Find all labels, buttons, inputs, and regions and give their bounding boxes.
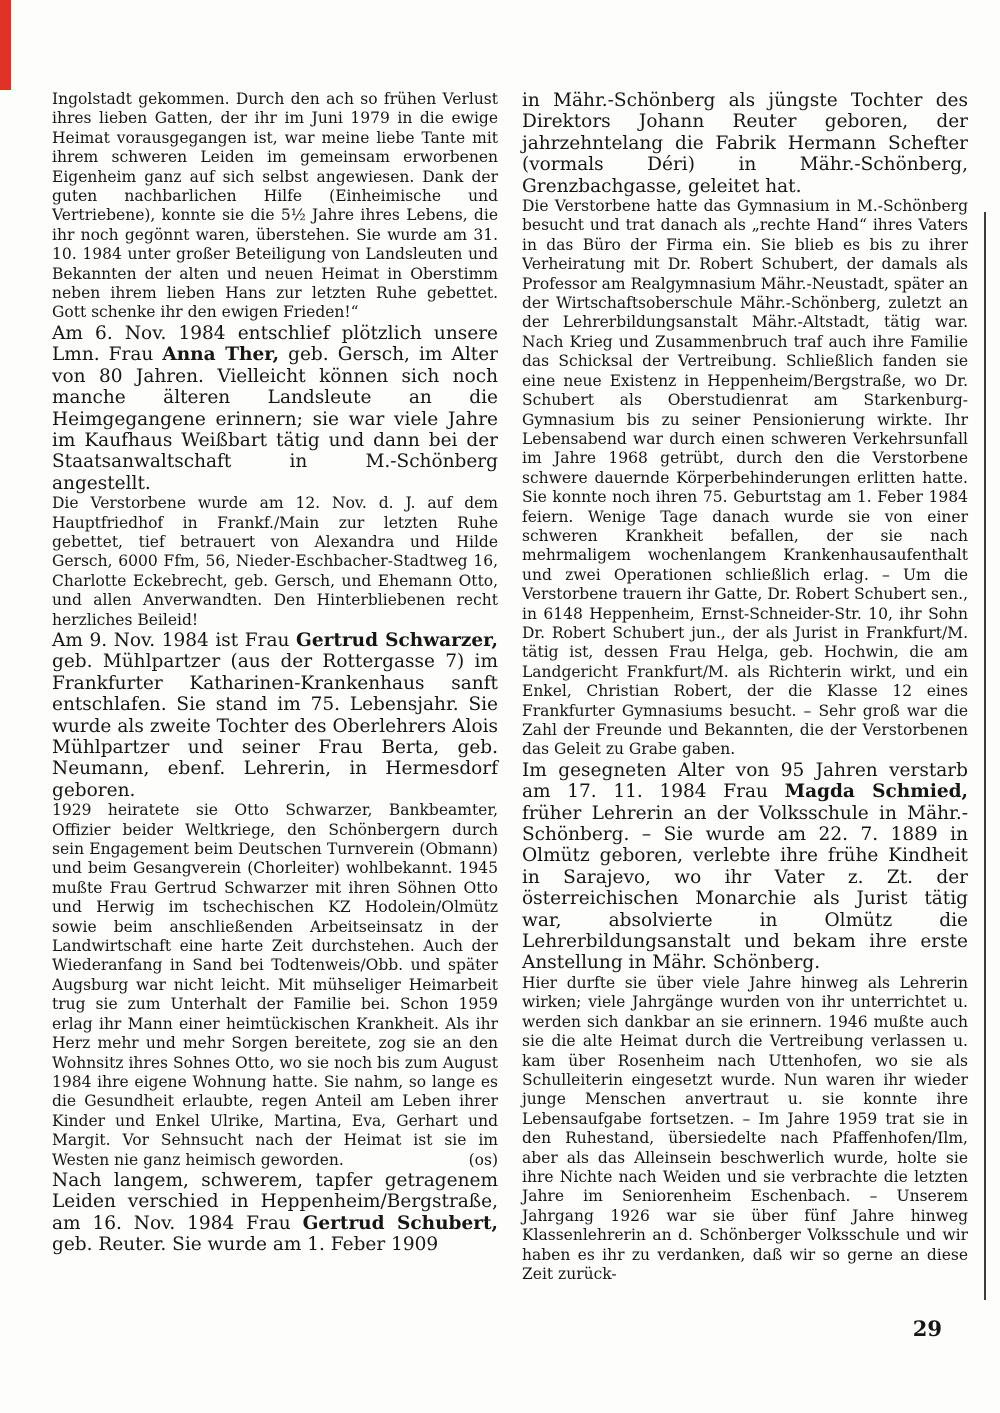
biography-gertrud-schwarzer (52, 801, 498, 1170)
obituary-anna-ther (52, 323, 498, 494)
obituary-gertrud-schubert-intro (52, 1170, 498, 1256)
deceased-name: Magda Schmied, (784, 781, 968, 803)
continuation-paragraph (52, 90, 498, 323)
biography-magda-schmied (522, 974, 968, 1285)
body-text: Die Verstorbene hatte das Gymnasium in M.-Schönberg besucht und trat danach als „rechte Hand“ ihres Vaters in das Büro der Firma ein. Sie blieb es bis zu ihrer Verheiratung mit Dr. Robert Schubert, der damals als Professor am Realgymnasium Mähr.-Neustadt, später an der Wirtschaftsoberschule Mähr.-Schönberg, zuletzt an der Lehrerbildungsanstalt Mähr.-Altstadt, tätig war. Nach Krieg und Zusammenbruch traf auch ihre Familie das Schicksal der Vertreibung. Schließlich fanden sie eine neue Existenz in Heppenheim/Bergstraße, wo Dr. Schubert als Oberstudienrat am Starkenburg-Gymnasium bis zu seiner Pensionierung wirkte. Ihr Lebensabend war durch einen schweren Verkehrsunfall im Jahre 1968 getrübt, durch den die Verstorbene schwere dauernde Körperbehinderungen erlitten hatte. Sie konnte noch ihren 75. Geburtstag am 1. Feber 1984 feiern. Wenige Tage danach wurde sie von einer schweren Krankheit befallen, der sie nach mehrmaligem wochenlangem Krankenhausaufenthalt und zwei Operationen schließlich erlag. – Um die Verstorbene trauern ihr Gatte, Dr. Robert Schubert sen., in 6148 Heppenheim, Ernst-Schneider-Str. 10, ihr Sohn Dr. Robert Schubert jun., der als Jurist in Frankfurt/M. tätig ist, dessen Frau Helga, geb. Hochwin, die am Landgericht Frankfurt/M. als Richterin wirkt, und ein Enkel, Christian Robert, der die Klasse 12 eines Frankfurter Gymnasiums besucht. – Sehr groß war die Zahl der Freunde und Bekannten, die der Verstorbenen das Geleit zu Grabe gaben. (522, 197, 968, 759)
body-text: Ingolstadt gekommen. Durch den ach so frühen Verlust ihres lieben Gatten, der ihr im Juni 1979 in die ewige Heimat vorausgegangen ist, war meine liebe Tante mit ihrem schweren Leiden im gemeinsam erworbenen Eigenheim ganz auf sich selbst angewiesen. Dank der guten nachbarlichen Hilfe (Einheimische und Vertriebene), konnte sie die 5½ Jahre ihres Lebens, die ihr noch gegönnt waren, überstehen. Sie wurde am 31. 10. 1984 unter großer Beteiligung von Landsleuten und Bekannten der alten und neuen Heimat in Oberstimm neben ihrem lieben Hans zur letzten Ruhe gebettet. Gott schenke ihr den ewigen Frieden!“ (52, 90, 498, 322)
page-number: 29 (912, 1316, 942, 1341)
body-text: geb. Gersch, im Alter von 80 Jahren. Vielleicht können sich noch manche älteren Landsleute an die Heimgegangene erinnern; sie war viele Jahre im Kaufhaus Weißbart tätig und dann bei der Staatsanwaltschaft in M.-Schönberg angestellt. (52, 344, 499, 494)
body-text: Im gesegneten Alter von 95 Jahren verstarb am 17. 11. 1984 Frau (522, 759, 968, 803)
scan-line-artifact (984, 212, 986, 1300)
body-text: Nach langem, schwerem, tapfer getragenem Leiden verschied in Heppenheim/Bergstraße, am 16. Nov. 1984 Frau (52, 1169, 498, 1234)
body-text: geb. Reuter. Sie wurde am 1. Feber 1909 (52, 1234, 439, 1256)
right-column (522, 90, 968, 1284)
body-text: Die Verstorbene wurde am 12. Nov. d. J. auf dem Hauptfriedhof in Frankf./Main zur letzten Ruhe gebettet, tief betrauert von Alexandra und Hilde Gersch, 6000 Ffm, 56, Nieder-Eschbacher-Stadtweg 16, Charlotte Eckebrecht, geb. Gersch, und Ehemann Otto, und allen Anverwandten. Den Hinterbliebenen recht herzliches Beileid! (52, 494, 498, 629)
left-column (52, 90, 498, 1284)
deceased-name: Gertrud Schubert, (302, 1212, 498, 1234)
body-text: geb. Mühlpartzer (aus der Rottergasse 7) im Frankfurter Katharinen-Krankenhaus sanft entschlafen. Sie stand im 75. Lebensjahr. Sie wurde als zweite Tochter des Oberlehrers Alois Mühlpartzer und seiner Frau Berta, geb. Neumann, ebenf. Lehrerin, in Hermesdorf geboren. (52, 651, 498, 801)
two-column-text-body (52, 90, 968, 1284)
biography-gertrud-schubert (522, 197, 968, 760)
deceased-name: Gertrud Schwarzer, (296, 629, 498, 651)
author-initials: (os) (468, 1150, 498, 1169)
body-text: in Mähr.-Schönberg als jüngste Tochter des Direktors Johann Reuter geboren, der jahrzehntelang die Fabrik Hermann Schefter (vormals Déri) in Mähr.-Schönberg, Grenzbachgasse, geleitet hat. (522, 90, 968, 197)
deceased-name: Anna Ther, (162, 344, 280, 366)
obituary-magda-schmied (522, 760, 968, 974)
body-text: 1929 heiratete sie Otto Schwarzer, Bankbeamter, Offizier beider Weltkriege, den Schönbergern durch sein Engagement beim Deutschen Turnverein (Obmann) und beim Gesangverein (Chorleiter) wohlbekannt. 1945 mußte Frau Gertrud Schwarzer mit ihren Söhnen Otto und Herwig im tschechischen KZ Hodolein/Olmütz sowie beim anschließenden Arbeitseinsatz in der Landwirtschaft eine harte Zeit durchstehen. Auch der Wiederanfang in Sand bei Todtenweis/Obb. und später Augsburg war nicht leicht. Mit mühseliger Heimarbeit trug sie zum Unterhalt der Familie bei. Schon 1959 erlag ihr Mann einer heimtückischen Krankheit. Als ihr Herz mehr und mehr Sorgen bereitete, zog sie an den Wohnsitz ihres Sohnes Otto, wo sie noch bis zum August 1984 ihre eigene Wohnung hatte. Sie nahm, so lange es die Gesundheit erlaubte, regen Anteil am Leben ihrer Kinder und Enkel Ulrike, Martina, Eva, Gerhart und Margit. Vor Sehnsucht nach der Heimat ist sie im Westen nie ganz heimisch geworden. (52, 801, 498, 1169)
red-scan-artifact (0, 0, 11, 90)
obituary-gertrud-schwarzer (52, 630, 498, 801)
body-text: früher Lehrerin an der Volksschule in Mähr.-Schönberg. – Sie wurde am 22. 7. 1889 in Olmütz geboren, verlebte ihre frühe Kindheit in Sarajevo, wo ihr Vater z. Zt. der österreichischen Monarchie als Jurist tätig war, absolvierte in Olmütz die Lehrerbildungsanstalt und bekam ihre erste Anstellung in Mähr. Schönberg. (522, 802, 968, 974)
body-text: Hier durfte sie über viele Jahre hinweg als Lehrerin wirken; viele Jahrgänge wurden von ihr unterrichtet u. werden sich dankbar an sie erinnern. 1946 mußte auch sie die alte Heimat durch die Vertreibung verlassen u. kam über Rosenheim nach Uttenhofen, wo sie als Schulleiterin eingesetzt wurde. Nun waren ihr wieder junge Menschen anvertraut u. sie konnte ihre Lebensaufgabe fortsetzen. – Im Jahre 1959 trat sie in den Ruhestand, übersiedelte nach Pfaffenhofen/Ilm, aber als das Alleinsein beschwerlich wurde, holte sie ihre Nichte nach Weiden und sie verbrachte die letzten Jahre im Seniorenheim Eschenbach. – Unserem Jahrgang 1926 war sie über fünf Jahre hinweg Klassenlehrerin an d. Schönberger Volksschule und wir haben es ihr zu verdanken, daß wir so gerne an diese Zeit zurück- (522, 973, 968, 1283)
burial-details-anna-ther (52, 494, 498, 630)
body-text: Am 6. Nov. 1984 entschlief plötzlich unsere Lmn. Frau (52, 322, 498, 366)
obituary-gertrud-schubert-continuation (522, 90, 968, 197)
body-text: Am 9. Nov. 1984 ist Frau (52, 629, 297, 651)
